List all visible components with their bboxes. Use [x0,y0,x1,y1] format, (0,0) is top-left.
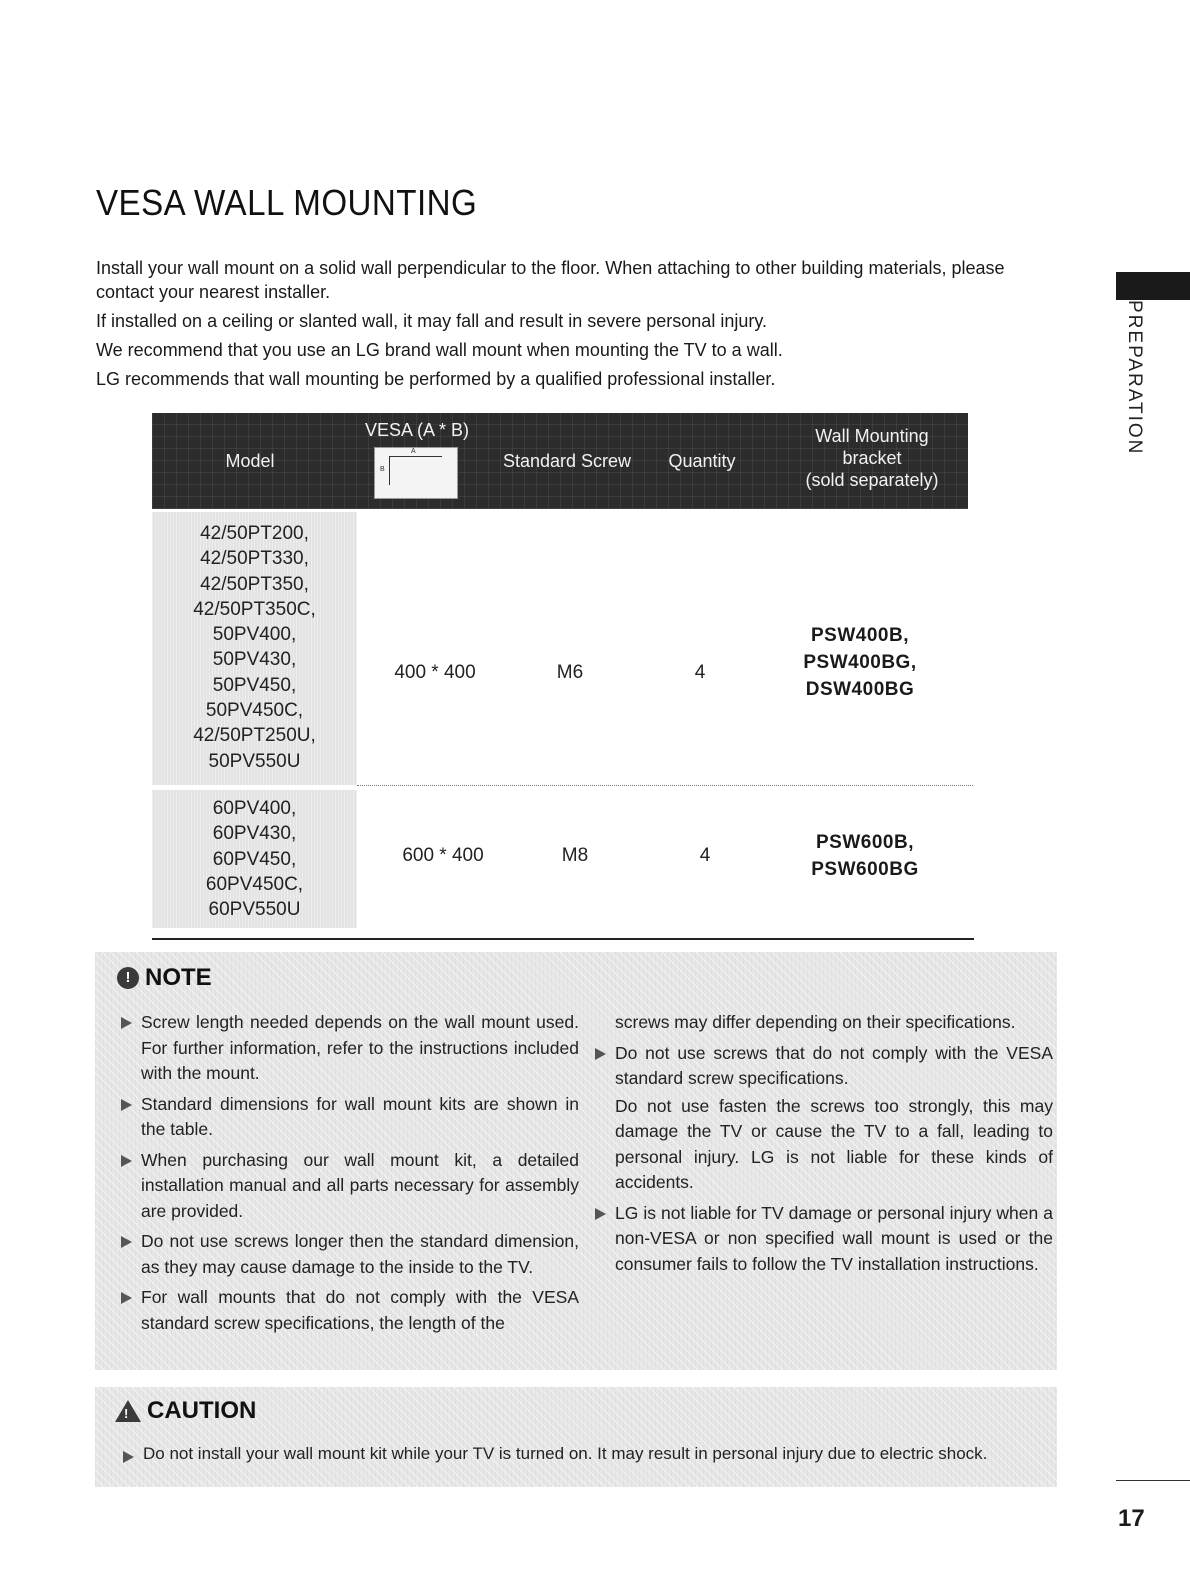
bullet-arrow-icon [595,1208,606,1220]
model-item: 60PV430, [212,823,297,845]
bullet-arrow-icon [121,1155,132,1167]
page-title: VESA WALL MOUNTING [96,182,478,223]
note-column-right [615,1010,1053,1282]
note-item: Do not use screws that do not comply with the VESA standard screw specifications. [615,1041,1053,1092]
model-item: 50PV430, [212,649,297,671]
table-row-models [152,512,357,785]
section-label: PREPARATION [1124,300,1145,456]
row-vesa-value: 600 * 400 [402,845,484,866]
intro-paragraph: Install your wall mount on a solid wall perpendicular to the floor. When attaching to other building materials, please contact your nearest installer. [96,258,1005,302]
model-item: 60PV450, [212,848,297,870]
header-bracket [782,425,962,491]
row-divider [357,785,973,786]
row-quantity-value: 4 [694,662,706,683]
model-item: 42/50PT350C, [193,598,316,620]
header-standard-screw: Standard Screw [502,451,632,471]
model-item: 60PV400, [212,798,297,819]
row-quantity-value: 4 [699,845,711,866]
intro-paragraph: LG recommends that wall mounting be performed by a qualified professional installer. [96,369,776,389]
header-bracket-line: Wall Mounting [815,426,929,446]
note-icon: ! [117,967,139,989]
bullet-arrow-icon [121,1017,132,1029]
model-item: 50PV450, [212,674,297,696]
row-screw-value: M8 [561,845,589,866]
model-item: 50PV550U [208,750,301,772]
section-tab-marker [1116,272,1190,300]
page-number: 17 [1118,1505,1145,1532]
warning-icon: ! [115,1400,141,1422]
bracket-item: PSW600BG [811,859,919,880]
header-quantity: Quantity [668,451,736,471]
table-bottom-rule [152,938,974,940]
caution-title-text: CAUTION [147,1397,257,1424]
bullet-arrow-icon [121,1292,132,1304]
note-continuation: screws may differ depending on their specifications. [615,1012,1016,1032]
bracket-item: PSW600B, [816,832,914,853]
header-bracket-line: (sold separately) [805,470,939,490]
bracket-item: PSW400BG, [803,652,917,673]
bracket-item: DSW400BG [805,679,915,700]
vesa-diagram [374,447,458,499]
bracket-item: PSW400B, [811,625,909,646]
caution-text: Do not install your wall mount kit while your TV is turned on. It may result in personal injury due to electric shock. [143,1444,988,1463]
page-number-rule [1116,1480,1190,1481]
caution-title [115,1397,256,1425]
row-bracket-value [770,622,950,703]
note-item: LG is not liable for TV damage or personal injury when a non-VESA or non specified wall mount is used or the consumer fails to follow the TV installation instructions. [615,1201,1053,1278]
model-item: 50PV400, [212,624,297,646]
note-box [95,952,1057,1370]
model-item: 60PV550U [208,899,301,921]
caution-box [95,1387,1057,1487]
model-item: 42/50PT250U, [193,725,316,747]
note-paragraph: Do not use fasten the screws too strongly, this may damage the TV or cause the TV to a fall, leading to personal injury. LG is not liable for these kinds of accidents. [615,1095,1053,1192]
model-item: 42/50PT350, [200,573,309,595]
model-item: 50PV450C, [205,700,304,722]
note-column-left [141,1010,579,1341]
note-item: Screw length needed depends on the wall mount used. For further information, refer to the instructions included with the mount. [141,1010,579,1087]
row-vesa-value: 400 * 400 [394,662,476,683]
bullet-arrow-icon [595,1048,606,1060]
header-bracket-line: bracket [842,448,902,468]
caution-item [143,1444,987,1464]
header-model: Model [225,451,275,471]
bullet-arrow-icon [123,1451,134,1463]
table-row-models [152,790,357,928]
model-item: 42/50PT330, [200,548,309,570]
note-title [117,964,212,992]
note-title-text: NOTE [145,964,212,991]
intro-paragraph: If installed on a ceiling or slanted wall, it may fall and result in severe personal injury. [96,311,768,331]
note-item: When purchasing our wall mount kit, a detailed installation manual and all parts necessary for assembly are provided. [141,1148,579,1225]
table-header [152,413,968,509]
header-vesa: VESA (A * B) [364,420,470,440]
row-bracket-value [775,829,955,883]
model-item: 42/50PT200, [200,523,309,544]
bullet-arrow-icon [121,1236,132,1248]
note-item: For wall mounts that do not comply with the VESA standard screw specifications, the length of the [141,1285,579,1336]
intro-text [96,256,1061,396]
note-item: Do not use screws longer then the standard dimension, as they may cause damage to the inside to the TV. [141,1229,579,1280]
model-item: 60PV450C, [205,873,304,895]
note-item: Standard dimensions for wall mount kits are shown in the table. [141,1092,579,1143]
row-screw-value: M6 [556,662,584,683]
vesa-diagram-frame [389,456,442,485]
bullet-arrow-icon [121,1099,132,1111]
vesa-diagram-label-a: A [411,448,416,455]
vesa-diagram-label-b: B [380,466,385,473]
intro-paragraph: We recommend that you use an LG brand wall mount when mounting the TV to a wall. [96,340,783,360]
